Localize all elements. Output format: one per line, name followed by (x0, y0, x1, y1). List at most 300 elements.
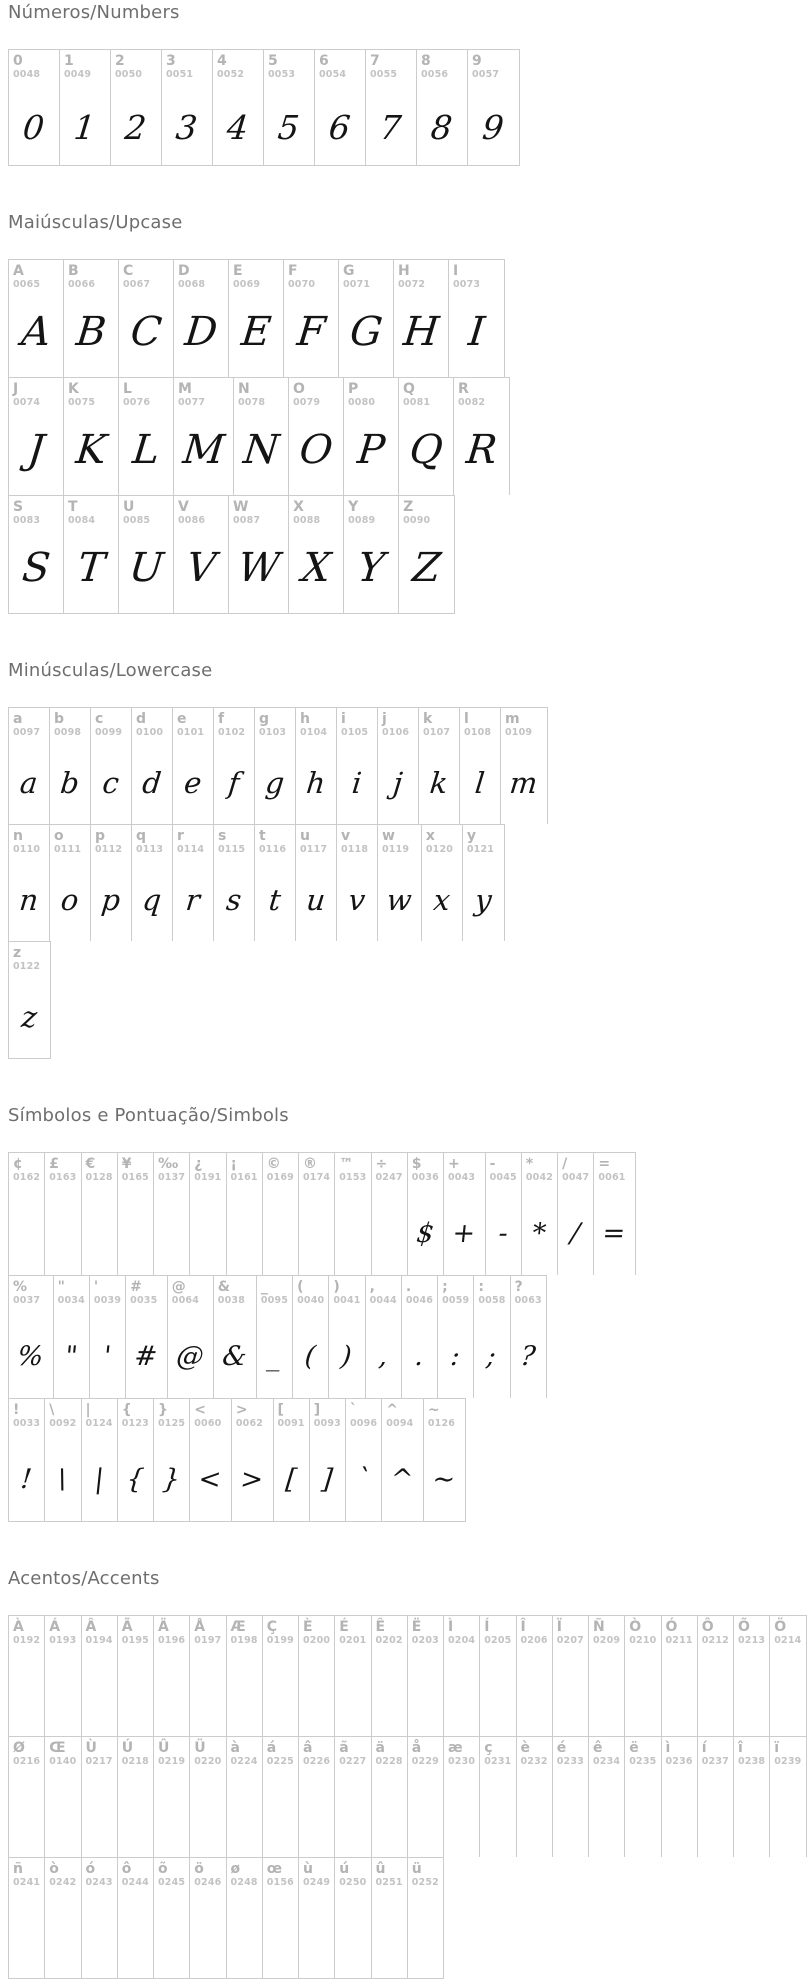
cell-unicode-label: 0089 (348, 515, 376, 527)
cell-unicode-label: 0069 (233, 279, 261, 291)
cell-character-label: l (464, 711, 469, 727)
cell-character-label: © (266, 1156, 281, 1172)
cell-header (589, 1616, 624, 1647)
cell-header (257, 1276, 292, 1307)
cell-character-label: Ø (13, 1740, 25, 1756)
cell-character-label: 1 (64, 53, 74, 69)
glyph-cell (263, 1737, 299, 1857)
glyph-cell (118, 1153, 154, 1275)
cell-character-label: Ä (158, 1619, 169, 1635)
cell-glyph-preview: $ (414, 1218, 436, 1249)
cell-unicode-label: 0251 (375, 1877, 403, 1889)
cell-character-label: < (194, 1402, 206, 1418)
cell-glyph-preview: y (473, 883, 494, 917)
cell-glyph-preview: r (184, 883, 202, 917)
cell-glyph-preview: [ (283, 1464, 298, 1495)
cell-header (45, 1737, 80, 1768)
cell-unicode-label: 0224 (230, 1756, 258, 1768)
cell-character-label: ! (13, 1402, 20, 1418)
cell-glyph-preview: l (473, 766, 487, 800)
cell-header (517, 1737, 552, 1768)
cell-unicode-label: 0236 (665, 1756, 693, 1768)
cell-unicode-label: 0213 (738, 1635, 766, 1647)
cell-character-label: a (13, 711, 23, 727)
cell-header (501, 708, 547, 739)
glyph-cell (366, 50, 417, 165)
cell-character-label: û (375, 1861, 386, 1877)
cell-header (227, 1737, 262, 1768)
cell-unicode-label: 0102 (218, 727, 246, 739)
glyph-cell (501, 708, 547, 824)
cell-character-label: õ (158, 1861, 168, 1877)
cell-character-label: n (13, 828, 23, 844)
glyph-row (8, 259, 505, 377)
glyph-row (8, 1275, 547, 1398)
cell-unicode-label: 0035 (130, 1295, 158, 1307)
glyph-cell (263, 1153, 299, 1275)
glyph-cell (662, 1737, 698, 1857)
cell-character-label: I (453, 263, 459, 279)
cell-character-label: k (423, 711, 433, 727)
cell-glyph-preview: d (140, 766, 163, 800)
cell-unicode-label: 0243 (85, 1877, 113, 1889)
cell-unicode-label: 0036 (411, 1172, 439, 1184)
cell-character-label: Ë (411, 1619, 422, 1635)
cell-glyph-preview: A (19, 309, 54, 355)
cell-character-label: ú (339, 1861, 350, 1877)
cell-header (372, 1858, 407, 1889)
cell-glyph-preview: x (431, 883, 452, 917)
cell-header (111, 50, 161, 81)
cell-unicode-label: 0084 (68, 515, 96, 527)
glyph-cell (329, 1276, 365, 1398)
glyph-cell (408, 1858, 443, 1978)
section-symbols (8, 1105, 661, 1522)
cell-header (438, 1276, 473, 1307)
cell-header (299, 1153, 334, 1184)
cell-unicode-label: 0205 (484, 1635, 512, 1647)
glyph-cell (408, 1737, 444, 1857)
cell-unicode-label: 0068 (178, 279, 206, 291)
cell-character-label: ê (593, 1740, 603, 1756)
cell-header (299, 1737, 334, 1768)
cell-header (449, 260, 504, 291)
cell-unicode-label: 0163 (49, 1172, 77, 1184)
cell-character-label: b (54, 711, 65, 727)
cell-header (54, 1276, 89, 1307)
cell-header (698, 1616, 733, 1647)
cell-header (132, 825, 172, 856)
cell-unicode-label: 0042 (525, 1172, 554, 1184)
cell-glyph-preview: ^ (389, 1464, 416, 1495)
cell-header (255, 825, 295, 856)
cell-unicode-label: 0048 (13, 69, 41, 81)
cell-unicode-label: 0060 (194, 1418, 222, 1430)
cell-unicode-label: 0233 (556, 1756, 584, 1768)
cell-unicode-label: 0044 (369, 1295, 397, 1307)
glyph-cell (366, 1276, 402, 1398)
cell-header (229, 496, 288, 527)
cell-unicode-label: 0124 (85, 1418, 113, 1430)
cell-unicode-label: 0231 (484, 1756, 512, 1768)
glyph-cell (54, 1276, 90, 1398)
glyph-cell (45, 1616, 81, 1736)
glyph-cell (9, 1737, 45, 1857)
cell-character-label: z (13, 945, 22, 961)
glyph-cell (378, 708, 419, 824)
cell-unicode-label: 0250 (339, 1877, 367, 1889)
cell-character-label: B (68, 263, 79, 279)
cell-header (444, 1153, 485, 1184)
glyph-cell (255, 825, 296, 941)
cell-header (662, 1616, 697, 1647)
cell-glyph-preview: 3 (173, 108, 200, 147)
cell-glyph-preview: & (220, 1341, 249, 1372)
cell-character-label: T (68, 499, 78, 515)
cell-header (662, 1737, 697, 1768)
glyph-cell (90, 1276, 126, 1398)
glyph-cell (190, 1616, 226, 1736)
cell-header (770, 1616, 805, 1647)
cell-unicode-label: 0033 (13, 1418, 41, 1430)
cell-character-label: C (123, 263, 134, 279)
glyph-cell (9, 378, 64, 495)
cell-character-label: \ (49, 1402, 55, 1418)
cell-character-label: ä (375, 1740, 385, 1756)
cell-unicode-label: 0074 (13, 397, 41, 409)
cell-header (463, 825, 504, 856)
cell-header (154, 1858, 189, 1889)
cell-unicode-label: 0065 (13, 279, 41, 291)
glyph-cell (45, 1399, 81, 1521)
cell-header (366, 50, 416, 81)
cell-character-label: ¢ (13, 1156, 23, 1172)
cell-glyph-preview: t (267, 883, 283, 917)
cell-unicode-label: 0242 (49, 1877, 77, 1889)
cell-character-label: [ (277, 1402, 284, 1418)
cell-header (9, 50, 59, 81)
cell-unicode-label: 0207 (556, 1635, 584, 1647)
glyph-cell (553, 1737, 589, 1857)
glyph-cell (50, 708, 91, 824)
cell-header (173, 708, 213, 739)
section-title: Maiúsculas/Upcase (8, 212, 183, 233)
cell-unicode-label: 0062 (235, 1418, 264, 1430)
cell-header (118, 1616, 153, 1647)
cell-character-label: M (178, 381, 192, 397)
cell-glyph-preview: H (401, 309, 442, 355)
glyph-cell (625, 1737, 661, 1857)
cell-character-label: u (300, 828, 310, 844)
cell-header (408, 1616, 443, 1647)
cell-unicode-label: 0094 (386, 1418, 414, 1430)
cell-header (119, 260, 173, 291)
glyph-cell (9, 1153, 45, 1275)
cell-character-label: Ü (194, 1740, 206, 1756)
cell-character-label: Ö (774, 1619, 787, 1635)
cell-unicode-label: 0063 (514, 1295, 542, 1307)
cell-character-label: . (405, 1279, 412, 1295)
cell-unicode-label: 0066 (68, 279, 96, 291)
cell-unicode-label: 0216 (13, 1756, 41, 1768)
glyph-cell (289, 378, 344, 495)
glyph-cell (382, 1399, 424, 1521)
cell-header (9, 260, 63, 291)
cell-glyph-preview: b (58, 766, 81, 800)
cell-header (190, 1616, 225, 1647)
cell-unicode-label: 0040 (297, 1295, 325, 1307)
cell-unicode-label: 0246 (194, 1877, 222, 1889)
glyph-cell (480, 1737, 516, 1857)
glyph-cell (132, 825, 173, 941)
cell-header (444, 1616, 479, 1647)
cell-character-label: Á (49, 1619, 61, 1635)
section-title: Símbolos e Pontuação/Simbols (8, 1105, 289, 1126)
cell-character-label: ¡ (230, 1156, 237, 1172)
cell-unicode-label: 0140 (49, 1756, 77, 1768)
cell-unicode-label: 0111 (54, 844, 82, 856)
cell-header (255, 708, 295, 739)
cell-header (9, 1858, 44, 1889)
cell-glyph-preview: + (450, 1218, 477, 1249)
glyph-cell (346, 1399, 382, 1521)
cell-header (9, 942, 50, 973)
cell-unicode-label: 0076 (123, 397, 151, 409)
cell-glyph-preview: 9 (480, 108, 506, 147)
cell-unicode-label: 0209 (593, 1635, 621, 1647)
cell-header (372, 1616, 407, 1647)
cell-character-label: ø (230, 1861, 241, 1877)
cell-header (9, 1399, 44, 1430)
cell-header (408, 1153, 443, 1184)
cell-glyph-preview: X (299, 545, 333, 591)
glyph-cell (460, 708, 501, 824)
cell-header (284, 260, 338, 291)
cell-header (335, 1858, 370, 1889)
glyph-cell (229, 496, 289, 613)
glyph-cell (263, 1858, 299, 1978)
cell-header (126, 1276, 167, 1307)
cell-unicode-label: 0100 (136, 727, 164, 739)
cell-header (154, 1616, 189, 1647)
cell-header (335, 1737, 370, 1768)
section-lowercase (8, 660, 661, 1059)
cell-unicode-label: 0072 (398, 279, 426, 291)
cell-unicode-label: 0197 (194, 1635, 222, 1647)
cell-unicode-label: 0200 (303, 1635, 331, 1647)
cell-glyph-preview: ] (320, 1464, 334, 1495)
cell-character-label: r (177, 828, 184, 844)
cell-header (9, 1276, 53, 1307)
cell-header (119, 378, 173, 409)
glyph-cell (335, 1858, 371, 1978)
glyph-cell (408, 1616, 444, 1736)
cell-header (770, 1737, 805, 1768)
cell-unicode-label: 0067 (123, 279, 151, 291)
cell-unicode-label: 0080 (347, 397, 376, 409)
cell-character-label: G (343, 263, 355, 279)
glyph-cell (378, 825, 422, 941)
cell-unicode-label: 0103 (259, 727, 287, 739)
cell-header (468, 50, 519, 81)
cell-unicode-label: 0034 (57, 1295, 85, 1307)
glyph-row (8, 707, 548, 824)
cell-unicode-label: 0230 (448, 1756, 476, 1768)
cell-glyph-preview: M (180, 427, 227, 473)
cell-character-label: é (556, 1740, 567, 1756)
glyph-cell (372, 1737, 408, 1857)
cell-character-label: É (339, 1619, 349, 1635)
glyph-cell (698, 1616, 734, 1736)
cell-header (589, 1737, 624, 1768)
cell-unicode-label: 0049 (64, 69, 92, 81)
cell-glyph-preview: S (20, 545, 53, 591)
cell-header (274, 1399, 309, 1430)
cell-unicode-label: 0101 (177, 727, 205, 739)
cell-header (315, 50, 365, 81)
glyph-cell (438, 1276, 474, 1398)
glyph-cell (335, 1616, 371, 1736)
cell-header (45, 1858, 80, 1889)
glyph-row (8, 941, 51, 1059)
cell-unicode-label: 0113 (136, 844, 164, 856)
glyph-cell (299, 1858, 335, 1978)
cell-character-label: Y (348, 499, 359, 515)
cell-unicode-label: 0241 (13, 1877, 41, 1889)
glyph-row (8, 1857, 444, 1979)
glyph-row (8, 1615, 807, 1736)
cell-glyph-preview: ? (518, 1341, 537, 1372)
cell-character-label: ÷ (375, 1156, 388, 1172)
cell-glyph-preview: G (347, 309, 385, 355)
cell-unicode-label: 0220 (194, 1756, 222, 1768)
cell-glyph-preview: " (63, 1341, 79, 1372)
cell-character-label: S (13, 499, 24, 515)
glyph-cell (335, 1153, 371, 1275)
glyph-cell (454, 378, 509, 495)
cell-unicode-label: 0071 (343, 279, 371, 291)
glyph-cell (394, 260, 449, 377)
cell-unicode-label: 0087 (233, 515, 261, 527)
glyph-cell (257, 1276, 293, 1398)
cell-header (344, 378, 398, 409)
cell-glyph-preview: W (235, 545, 282, 591)
cell-character-label: ; (442, 1279, 448, 1295)
cell-glyph-preview: O (297, 427, 335, 473)
cell-header (408, 1737, 443, 1768)
glyph-cell (213, 50, 264, 165)
cell-header (553, 1616, 588, 1647)
cell-character-label: N (237, 381, 250, 397)
cell-unicode-label: 0137 (158, 1172, 186, 1184)
cell-character-label: d (136, 711, 147, 727)
cell-header (460, 708, 500, 739)
glyph-cell (9, 1399, 45, 1521)
cell-header (82, 1616, 117, 1647)
glyph-cell (64, 378, 119, 495)
cell-header (174, 378, 233, 409)
cell-header (213, 50, 263, 81)
cell-unicode-label: 0046 (405, 1295, 434, 1307)
cell-header (594, 1153, 635, 1184)
cell-glyph-preview: u (304, 883, 327, 917)
glyph-cell (480, 1616, 516, 1736)
cell-header (154, 1153, 189, 1184)
glyph-cell (154, 1153, 190, 1275)
cell-header (91, 825, 131, 856)
glyph-cell (553, 1616, 589, 1736)
cell-character-label: Õ (738, 1619, 750, 1635)
cell-unicode-label: 0192 (13, 1635, 41, 1647)
cell-character-label: ñ (13, 1861, 23, 1877)
glyph-row (8, 49, 520, 166)
cell-header (227, 1858, 262, 1889)
cell-header (399, 496, 454, 527)
cell-unicode-label: 0203 (411, 1635, 439, 1647)
glyph-cell (173, 708, 214, 824)
cell-character-label: ã (339, 1740, 349, 1756)
cell-character-label: 0 (13, 53, 23, 69)
section-title: Acentos/Accents (8, 1568, 160, 1589)
cell-character-label: , (369, 1279, 375, 1295)
cell-character-label: 9 (472, 53, 482, 69)
cell-character-label: E (233, 263, 243, 279)
cell-glyph-preview: K (73, 427, 109, 473)
cell-header (402, 1276, 437, 1307)
section-title: Minúsculas/Lowercase (8, 660, 213, 681)
glyph-cell (284, 260, 339, 377)
cell-unicode-label: 0083 (13, 515, 41, 527)
cell-unicode-label: 0112 (95, 844, 123, 856)
cell-character-label: ë (629, 1740, 639, 1756)
cell-header (734, 1737, 769, 1768)
cell-character-label: P (347, 381, 359, 397)
cell-character-label: Û (158, 1740, 170, 1756)
cell-character-label: D (178, 263, 190, 279)
glyph-cell (734, 1616, 770, 1736)
cell-character-label: ö (194, 1861, 204, 1877)
cell-glyph-preview: j (391, 766, 405, 800)
glyph-cell (335, 1737, 371, 1857)
glyph-cell (698, 1737, 734, 1857)
cell-header (232, 1399, 273, 1430)
cell-character-label: Ì (448, 1619, 454, 1635)
cell-unicode-label: 0204 (448, 1635, 476, 1647)
cell-glyph-preview: ( (303, 1341, 318, 1372)
cell-character-label: $ (411, 1156, 422, 1172)
cell-unicode-label: 0096 (350, 1418, 378, 1430)
cell-character-label: A (13, 263, 24, 279)
glyph-cell (255, 708, 296, 824)
cell-unicode-label: 0077 (178, 397, 206, 409)
cell-character-label: ù (303, 1861, 313, 1877)
glyph-cell (234, 378, 289, 495)
glyph-cell (9, 260, 64, 377)
cell-character-label: Z (403, 499, 414, 515)
cell-character-label: œ (266, 1861, 283, 1877)
cell-unicode-label: 0086 (178, 515, 206, 527)
cell-character-label: { (121, 1402, 132, 1418)
cell-character-label: g (259, 711, 270, 727)
cell-unicode-label: 0114 (177, 844, 205, 856)
cell-unicode-label: 0098 (54, 727, 82, 739)
cell-unicode-label: 0109 (505, 727, 533, 739)
cell-header (190, 1399, 231, 1430)
cell-glyph-preview: m (508, 766, 540, 800)
cell-glyph-preview: : (449, 1341, 462, 1372)
cell-unicode-label: 0078 (237, 397, 266, 409)
cell-character-label: ï (774, 1740, 780, 1756)
